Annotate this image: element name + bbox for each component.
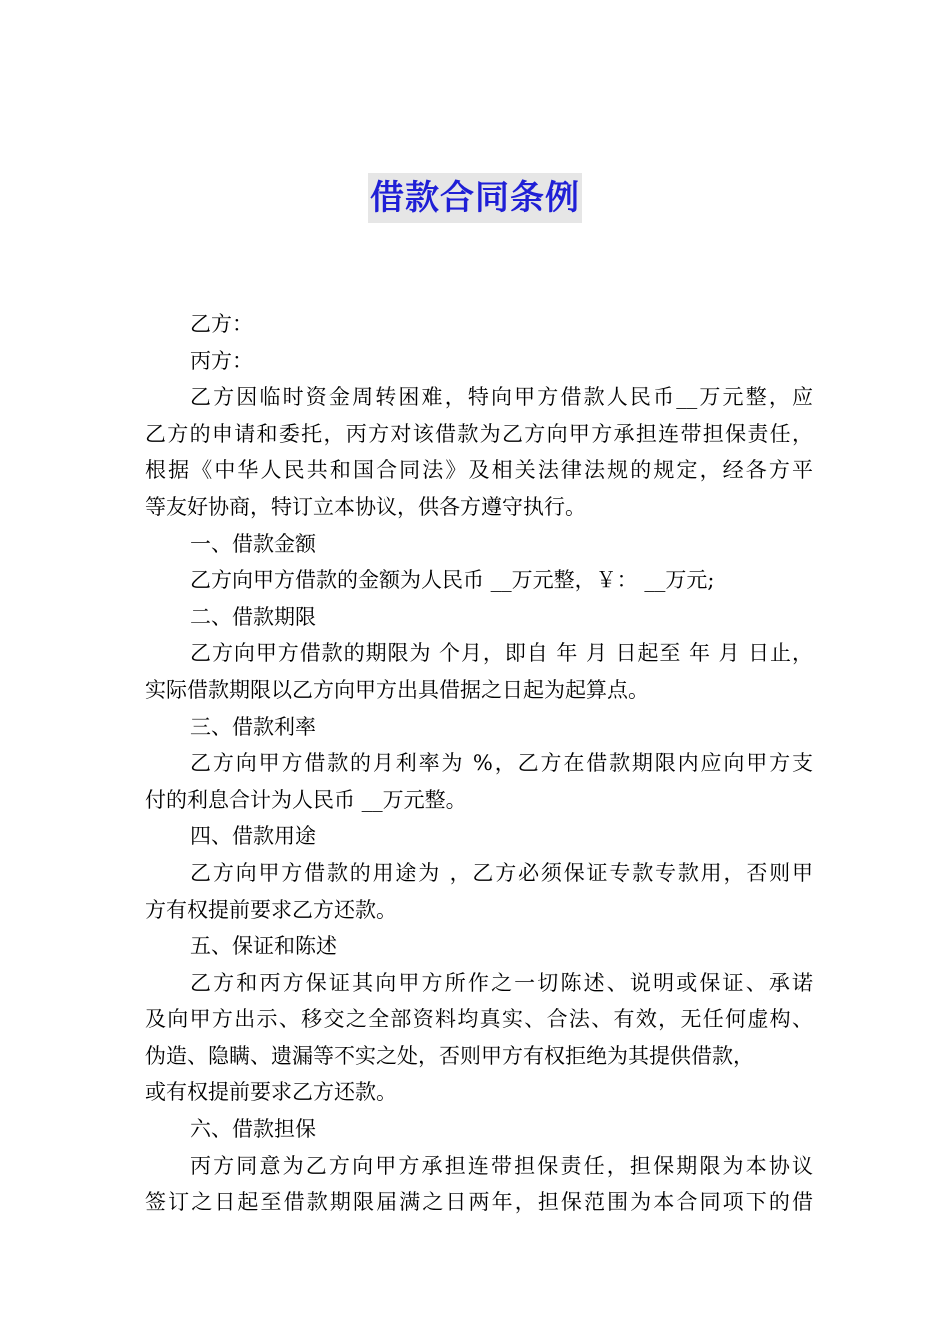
- text-line: 根据《中华人民共和国合同法》及相关法律法规的规定，经各方平: [145, 458, 813, 483]
- text-line: 实际借款期限以乙方向甲方出具借据之日起为起算点。: [145, 677, 649, 702]
- text-line: 或有权提前要求乙方还款。: [145, 1080, 397, 1105]
- section-heading: 二、借款期限: [190, 604, 316, 629]
- text-line: 乙方因临时资金周转困难，特向甲方借款人民币__万元整，应: [190, 385, 813, 410]
- text-line: 丙方：: [190, 348, 253, 373]
- text-line: 乙方：: [190, 312, 253, 336]
- text-line: 及向甲方出示、移交之全部资料均真实、合法、有效，无任何虚构、: [145, 1007, 813, 1032]
- text-line: 付的利息合计为人民币 __万元整。: [145, 787, 467, 812]
- text-line: 等友好协商，特订立本协议，供各方遵守执行。: [145, 494, 586, 519]
- section-heading: 六、借款担保: [190, 1117, 316, 1142]
- text-line: 乙方向甲方借款的金额为人民币 __万元整，￥： __万元;: [190, 568, 715, 593]
- text-line: 乙方向甲方借款的月利率为 %，乙方在借款期限内应向甲方支: [190, 751, 813, 776]
- text-line: 伪造、隐瞒、遗漏等不实之处，否则甲方有权拒绝为其提供借款，: [145, 1043, 754, 1068]
- text-line: 方有权提前要求乙方还款。: [145, 897, 397, 922]
- text-line: 乙方向甲方借款的期限为 个月，即自 年 月 日起至 年 月 日止，: [190, 641, 813, 666]
- document-title: 借款合同条例: [368, 173, 582, 223]
- section-heading: 五、保证和陈述: [190, 934, 337, 959]
- section-heading: 三、借款利率: [190, 714, 316, 739]
- section-heading: 四、借款用途: [190, 824, 316, 849]
- text-line: 乙方向甲方借款的用途为 ，乙方必须保证专款专款用，否则甲: [190, 860, 813, 885]
- document-body: [145, 306, 813, 1221]
- text-line: 乙方和丙方保证其向甲方所作之一切陈述、说明或保证、承诺: [190, 970, 813, 995]
- text-line: 签订之日起至借款期限届满之日两年，担保范围为本合同项下的借: [145, 1190, 813, 1215]
- text-line: 丙方同意为乙方向甲方承担连带担保责任，担保期限为本协议: [190, 1153, 813, 1178]
- text-line: 乙方的申请和委托，丙方对该借款为乙方向甲方承担连带担保责任，: [145, 421, 813, 446]
- title-container: [0, 173, 950, 223]
- section-heading: 一、借款金额: [190, 531, 316, 556]
